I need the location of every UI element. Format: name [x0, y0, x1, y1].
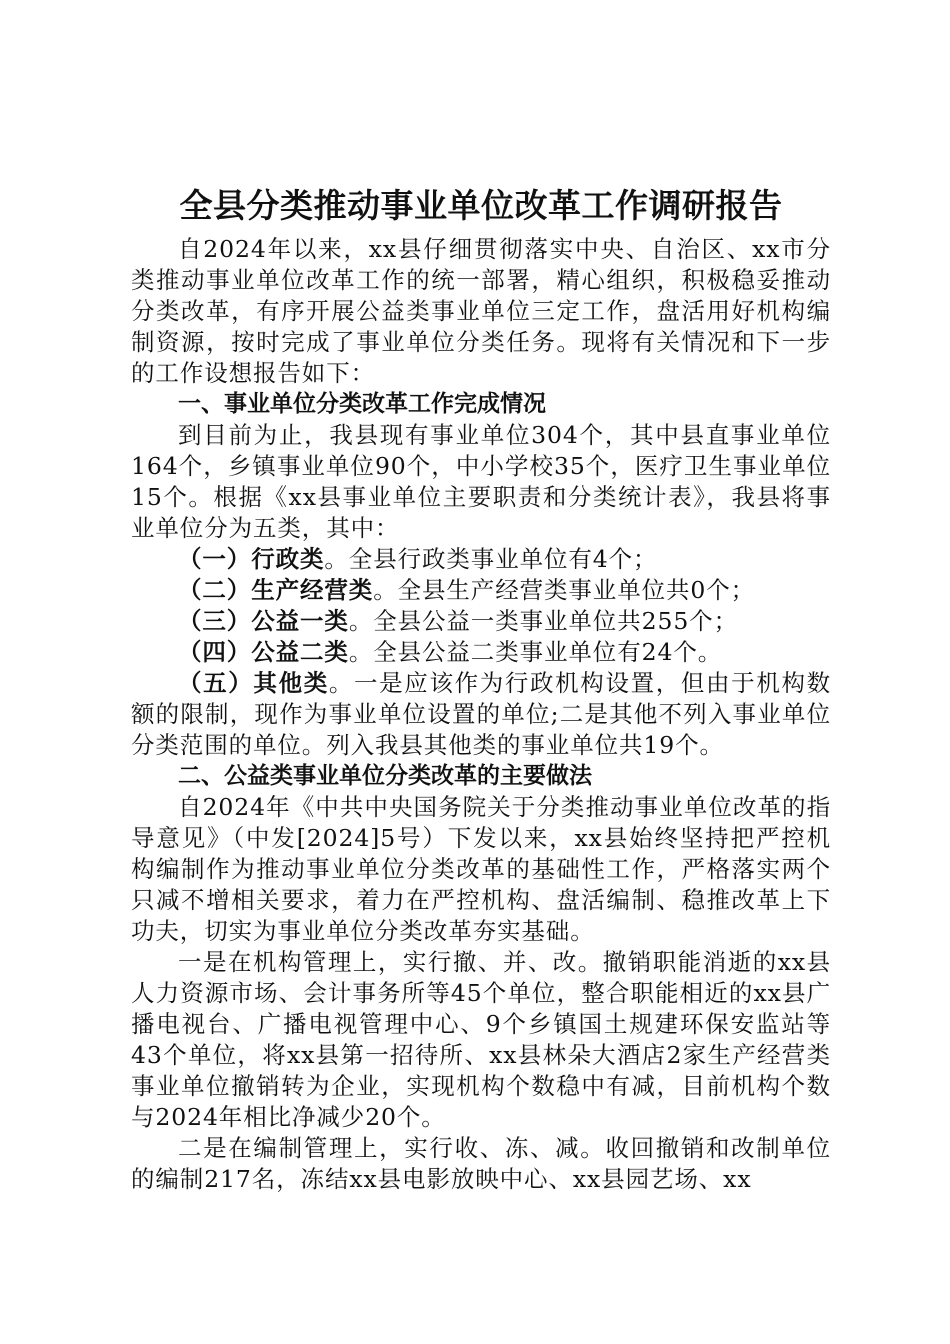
- category-item-other: [131, 668, 831, 761]
- section1-heading: 一、事业单位分类改革工作完成情况: [178, 391, 546, 417]
- category-item-public-welfare-2: [131, 637, 831, 668]
- category-label: （二）生产经营类: [178, 576, 374, 604]
- category-label: （三）公益一类: [178, 607, 349, 635]
- category-item-public-welfare-1: [131, 606, 831, 637]
- category-text: 。全县生产经营类事业单位共0个；: [373, 576, 756, 604]
- category-label: （五）其他类: [178, 669, 329, 697]
- section1-paragraph: 到目前为止，我县现有事业单位304个，其中县直事业单位164个，乡镇事业单位90个，中小学校35个，医疗卫生事业单位15个。根据《xx县事业单位主要职责和分类统计表》，我县将事业单位分为五类，其中：: [131, 421, 831, 542]
- category-item-administrative: [131, 544, 831, 575]
- category-text: 。一是应该作为行政机构设置，但由于机构数额的限制，现作为事业单位设置的单位;二是其他不列入事业单位分类范围的单位。列入我县其他类的事业单位共19个。: [131, 669, 832, 759]
- section2-paragraph: 一是在机构管理上，实行撤、并、改。撤销职能消逝的xx县人力资源市场、会计事务所等45个单位，整合职能相近的xx县广播电视台、广播电视管理中心、9个乡镇国土规建环保安监站等43个单位，将xx县第一招待所、xx县林朵大酒店2家生产经营类事业单位撤销转为企业，实现机构个数稳中有减，目前机构个数与2024年相比净减少20个。: [131, 948, 831, 1131]
- category-text: 。全县公益一类事业单位共255个；: [348, 607, 738, 635]
- document-page: [131, 178, 831, 1195]
- document-title: 全县分类推动事业单位改革工作调研报告: [179, 186, 783, 225]
- intro-paragraph: 自2024年以来，xx县仔细贯彻落实中央、自治区、xx市分类推动事业单位改革工作的统一部署，精心组织，积极稳妥推动分类改革，有序开展公益类事业单位三定工作，盘活用好机构编制资源，按时完成了事业单位分类任务。现将有关情况和下一步的工作设想报告如下：: [131, 235, 831, 387]
- section2-paragraph: 自2024年《中共中央国务院关于分类推动事业单位改革的指导意见》（中发[2024]5号）下发以来，xx县始终坚持把严控机构编制作为推动事业单位分类改革的基础性工作，严格落实两个只减不增相关要求，着力在严控机构、盘活编制、稳推改革上下功夫，切实为事业单位分类改革夯实基础。: [131, 793, 831, 945]
- category-text: 。全县行政类事业单位有4个；: [324, 545, 658, 573]
- category-label: （四）公益二类: [178, 638, 349, 666]
- category-label: （一）行政类: [178, 545, 325, 573]
- section2-heading: 二、公益类事业单位分类改革的主要做法: [178, 763, 592, 789]
- section2-paragraph: 二是在编制管理上，实行收、冻、减。收回撤销和改制单位的编制217名，冻结xx县电影放映中心、xx县园艺场、xx: [131, 1134, 831, 1193]
- category-text: 。全县公益二类事业单位有24个。: [348, 638, 723, 666]
- category-item-business: [131, 575, 831, 606]
